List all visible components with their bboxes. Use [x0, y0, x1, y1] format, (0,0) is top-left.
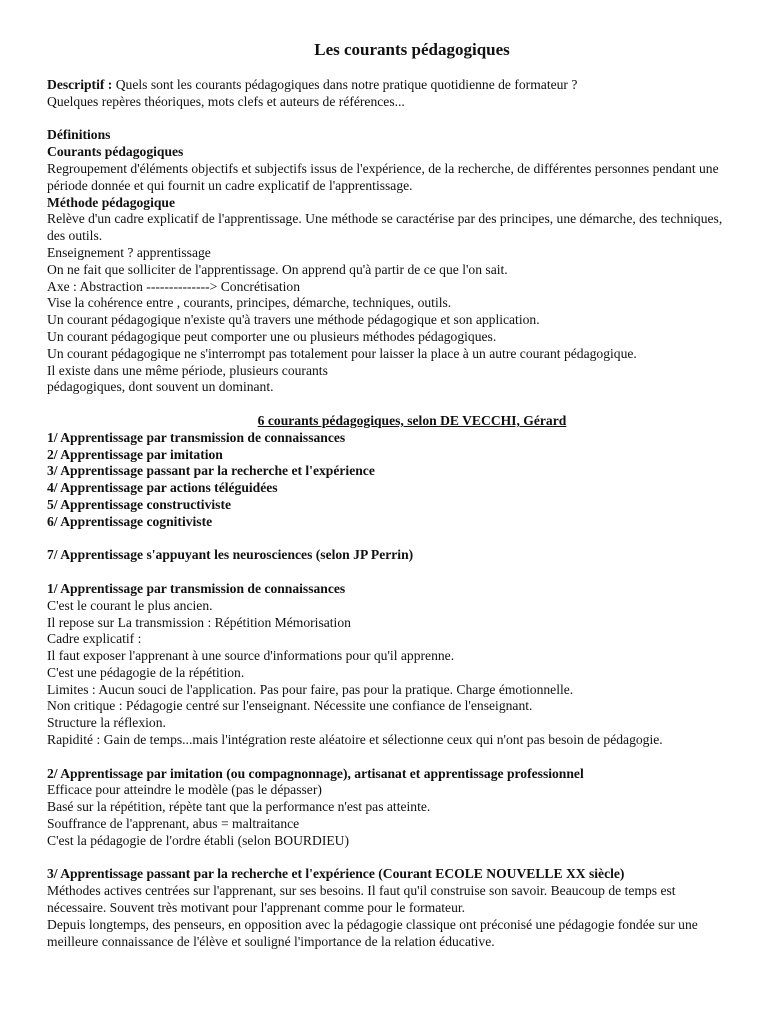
methode-definition: Relève d'un cadre explicatif de l'apprentissage. Une méthode se caractérise par des principes, une démarche, des techniques, des outils.	[47, 211, 723, 244]
section3-heading: 3/ Apprentissage passant par la recherche et l'expérience (Courant ECOLE NOUVELLE XX siècle)	[47, 866, 625, 882]
document-page	[47, 40, 727, 950]
section1-line: Il repose sur La transmission : Répétition Mémorisation	[47, 614, 351, 630]
section3-paragraph: Méthodes actives centrées sur l'apprenant, sur ses besoins. Il faut qu'il construise son savoir. Beaucoup de temps est nécessaire. Souvent très motivant pour l'apprenant comme pour le formateur.	[47, 883, 676, 916]
descriptif-label: Descriptif :	[47, 77, 113, 92]
section1-line: Non critique : Pédagogie centré sur l'enseignant. Nécessite une confiance de l'enseignant.	[47, 698, 533, 714]
definition-line: Un courant pédagogique peut comporter une ou plusieurs méthodes pédagogiques.	[47, 328, 497, 344]
section1-heading: 1/ Apprentissage par transmission de connaissances	[47, 580, 346, 596]
definition-line: Un courant pédagogique n'existe qu'à travers une méthode pédagogique et son application.	[47, 312, 540, 328]
spacer	[47, 564, 727, 581]
section1-line: C'est le courant le plus ancien.	[47, 597, 213, 613]
section2-line: Souffrance de l'apprenant, abus = maltraitance	[47, 816, 300, 832]
spacer	[47, 111, 727, 128]
definition-line: Enseignement ? apprentissage	[47, 244, 211, 260]
section1-last-line: Rapidité : Gain de temps...mais l'intégration reste aléatoire et sélectionne ceux qui n'ont pas besoin de pédagogie.	[47, 732, 663, 748]
section1-line: Limites : Aucun souci de l'application. Pas pour faire, pas pour la pratique. Charge émotionnelle.	[47, 681, 574, 697]
definition-line: pédagogiques, dont souvent un dominant.	[47, 379, 274, 395]
six-courants-heading: 6 courants pédagogiques, selon DE VECCHI, Gérard	[257, 412, 567, 428]
section2-line: Efficace pour atteindre le modèle (pas le dépasser)	[47, 782, 322, 798]
courants-definition: Regroupement d'éléments objectifs et subjectifs issus de l'expérience, de la recherche, de différentes personnes pendant une période donnée et qui fournit un cadre explicatif de l'apprentissage.	[47, 160, 719, 193]
definition-line: On ne fait que solliciter de l'apprentissage. On apprend qu'à partir de ce que l'on sait.	[47, 261, 508, 277]
courants-heading: Courants pédagogiques	[47, 144, 184, 160]
spacer	[47, 396, 727, 413]
section1-line: Cadre explicatif :	[47, 631, 142, 647]
definition-line: Axe : Abstraction --------------> Concrétisation	[47, 278, 301, 294]
spacer	[47, 531, 727, 548]
courant-list-item: 4/ Apprentissage par actions téléguidées	[47, 480, 278, 496]
seventh-courant-item: 7/ Apprentissage s'appuyant les neurosciences (selon JP Perrin)	[47, 547, 414, 563]
spacer	[47, 749, 727, 766]
courant-list-item: 1/ Apprentissage par transmission de connaissances	[47, 429, 346, 445]
definition-line: Vise la cohérence entre , courants, principes, démarche, techniques, outils.	[47, 295, 452, 311]
section1-line: Il faut exposer l'apprenant à une source d'informations pour qu'il apprenne.	[47, 648, 455, 664]
section1-line: C'est une pédagogie de la répétition.	[47, 664, 245, 680]
descriptif-line2: Quelques repères théoriques, mots clefs et auteurs de références...	[47, 93, 405, 109]
definition-line: Un courant pédagogique ne s'interrompt pas totalement pour laisser la place à un autre courant pédagogique.	[47, 345, 637, 361]
courant-list-item: 2/ Apprentissage par imitation	[47, 446, 223, 462]
section2-line: C'est la pédagogie de l'ordre établi (selon BOURDIEU)	[47, 832, 349, 848]
methode-heading: Méthode pédagogique	[47, 194, 176, 210]
spacer	[47, 850, 727, 867]
descriptif-paragraph	[47, 77, 727, 94]
section1-line: Structure la réflexion.	[47, 715, 166, 731]
courant-list-item: 5/ Apprentissage constructiviste	[47, 496, 232, 512]
definition-line: Il existe dans une même période, plusieurs courants	[47, 362, 328, 378]
section2-heading: 2/ Apprentissage par imitation (ou compagnonnage), artisanat et apprentissage professionnel	[47, 765, 584, 781]
section3-paragraph: Depuis longtemps, des penseurs, en opposition avec la pédagogie classique ont préconisé une pédagogie fondée sur une meilleure connaissance de l'élève et souligné l'importance de la relation éducative.	[47, 916, 698, 949]
section2-line: Basé sur la répétition, répète tant que la performance n'est pas atteinte.	[47, 799, 431, 815]
courant-list-item: 3/ Apprentissage passant par la recherche et l'expérience	[47, 463, 375, 479]
courant-list-item: 6/ Apprentissage cognitiviste	[47, 513, 213, 529]
document-title: Les courants pédagogiques	[314, 40, 510, 59]
descriptif-text: Quels sont les courants pédagogiques dans notre pratique quotidienne de formateur ?	[112, 77, 578, 92]
definitions-heading: Définitions	[47, 127, 111, 143]
